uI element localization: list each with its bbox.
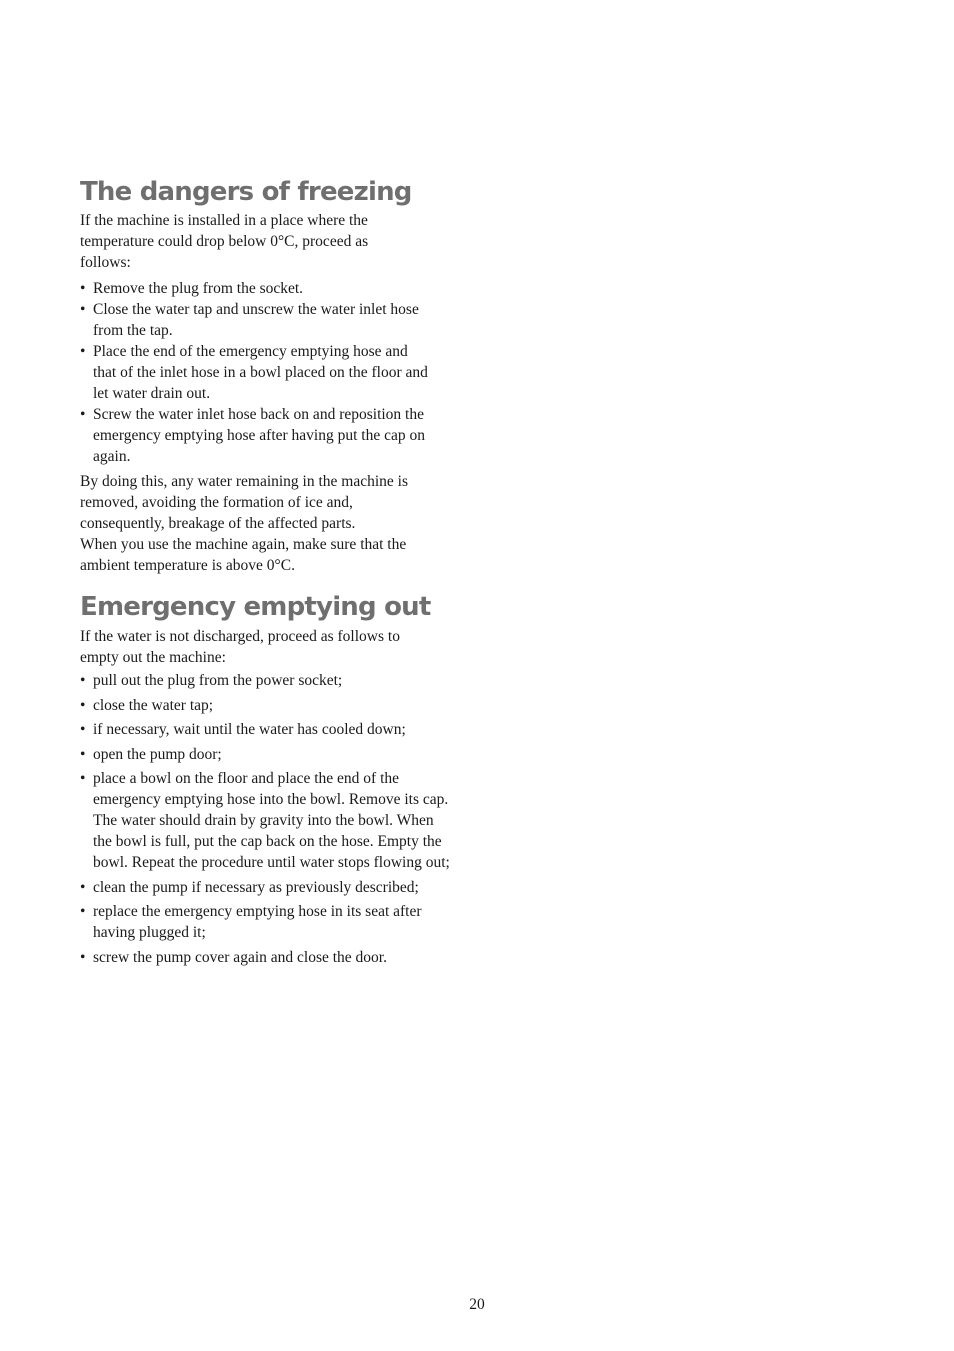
list-item: • pull out the plug from the power socket;	[80, 672, 343, 689]
list-item: • if necessary, wait until the water has cooled down;	[80, 721, 406, 738]
bullet-icon: •	[80, 948, 86, 966]
main-column	[80, 177, 460, 971]
freezing-outro-2: When you use the machine again, make sure that the ambient temperature is above 0°C.	[80, 536, 407, 574]
bullet-icon: •	[80, 280, 86, 297]
list-item: • Close the water tap and unscrew the water inlet hose from the tap.	[80, 301, 419, 339]
freezing-steps-list	[80, 278, 460, 467]
section-title-freezing: The dangers of freezing	[80, 177, 412, 207]
list-item: • Place the end of the emergency emptying hose and that of the inlet hose in a bowl placed on the floor and let water drain out.	[80, 343, 428, 402]
bullet-icon: •	[80, 406, 86, 423]
bullet-icon: •	[80, 696, 86, 714]
section-title-emergency: Emergency emptying out	[80, 592, 431, 622]
bullet-icon: •	[80, 745, 86, 763]
bullet-icon: •	[80, 672, 86, 689]
page-number: 20	[469, 1296, 485, 1313]
emergency-steps-list	[80, 670, 455, 968]
bullet-icon: •	[80, 721, 86, 738]
list-item: • Remove the plug from the socket.	[80, 280, 304, 297]
bullet-icon: •	[80, 903, 86, 920]
bullet-icon: •	[80, 878, 86, 896]
emergency-intro: If the water is not discharged, proceed as follows to empty out the machine:	[80, 628, 400, 666]
freezing-outro: By doing this, any water remaining in the machine is removed, avoiding the formation of ice and, consequently, breakage of the affected parts.	[80, 473, 409, 532]
list-item: • Screw the water inlet hose back on and reposition the emergency emptying hose after having put the cap on again.	[80, 406, 425, 465]
bullet-icon: •	[80, 301, 86, 318]
list-item: • replace the emergency emptying hose in its seat after having plugged it;	[80, 903, 422, 941]
list-item: • close the water tap;	[80, 696, 214, 714]
list-item: • screw the pump cover again and close the door.	[80, 948, 387, 966]
bullet-icon: •	[80, 770, 86, 787]
list-item: • place a bowl on the floor and place the end of the emergency emptying hose into the bowl. Remove its cap. The water should drain by gravity into the bowl. When the bowl is full, put the cap back on the hose. Empty the bowl. Repeat the procedure until water stops flowing out;	[80, 770, 450, 871]
list-item: • open the pump door;	[80, 745, 222, 763]
list-item: • clean the pump if necessary as previously described;	[80, 878, 419, 896]
bullet-icon: •	[80, 343, 86, 360]
freezing-intro: If the machine is installed in a place where the temperature could drop below 0°C, proceed as follows:	[80, 212, 369, 271]
